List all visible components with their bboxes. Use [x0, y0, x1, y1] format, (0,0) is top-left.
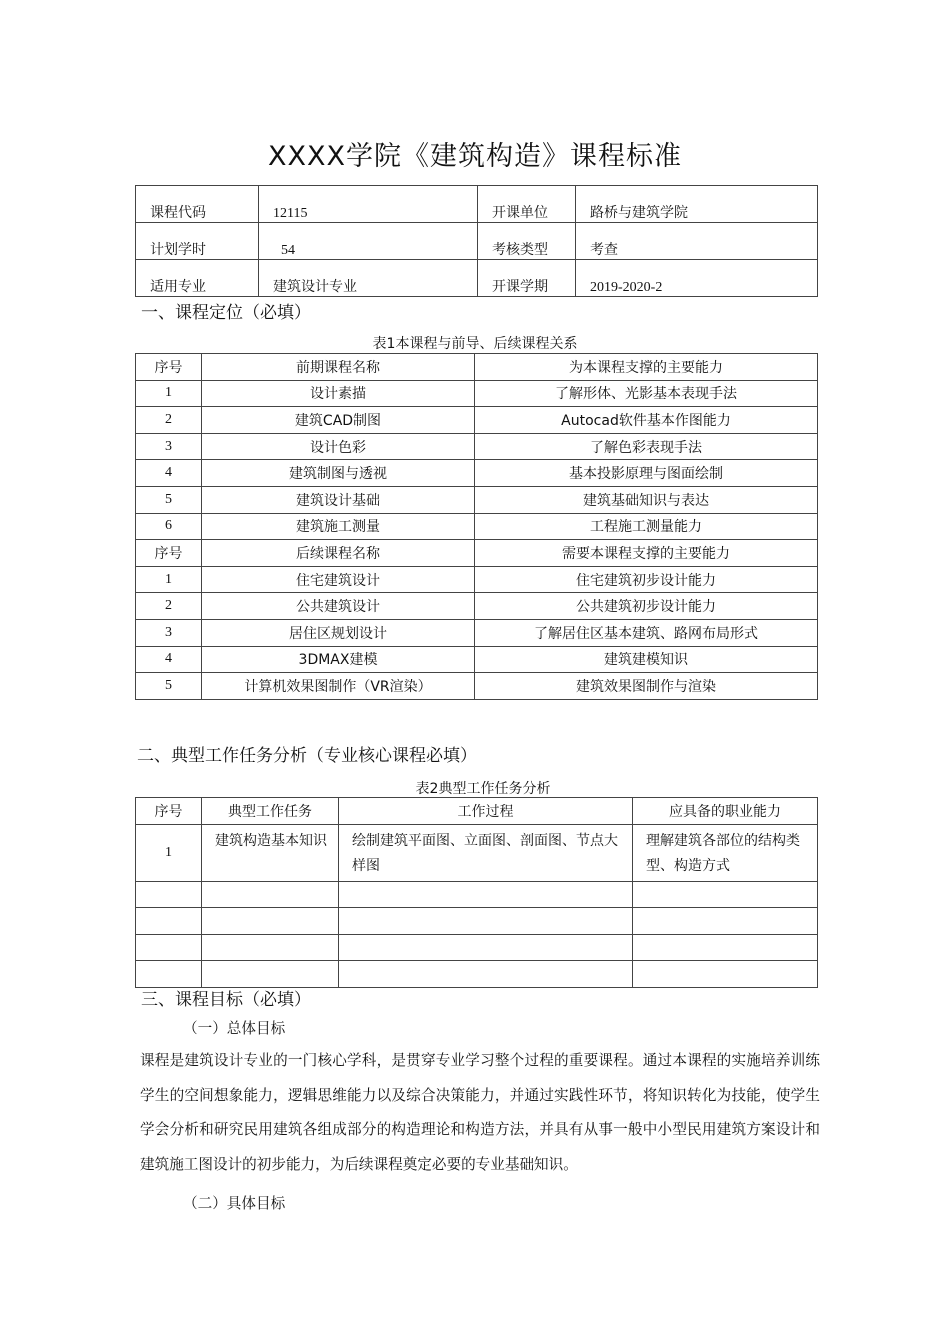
subsection-general-goal: （一）总体目标	[183, 1020, 286, 1037]
course-name: 住宅建筑设计	[202, 566, 475, 593]
ability: 了解形体、光影基本表现手法	[475, 380, 818, 407]
info-row	[136, 186, 818, 223]
info-value: 12115	[259, 186, 478, 223]
row-number: 6	[136, 513, 202, 540]
info-label: 考核类型	[478, 223, 576, 260]
ability: 工程施工测量能力	[475, 513, 818, 540]
course-relation-table	[135, 353, 818, 700]
info-row	[136, 223, 818, 260]
column-header: 前期课程名称	[202, 354, 475, 381]
table-row-empty	[136, 961, 818, 988]
course-name: 建筑施工测量	[202, 513, 475, 540]
info-label: 适用专业	[136, 260, 259, 297]
row-number: 1	[136, 380, 202, 407]
table1-caption: 表1本课程与前导、后续课程关系	[372, 336, 578, 352]
row-number: 3	[136, 619, 202, 646]
subsection-specific-goal: （二）具体目标	[183, 1195, 286, 1212]
course-name: 公共建筑设计	[202, 593, 475, 620]
info-value: 建筑设计专业	[259, 260, 478, 297]
ability: 了解色彩表现手法	[475, 433, 818, 460]
row-number: 2	[136, 407, 202, 434]
course-name: 建筑CAD制图	[202, 407, 475, 434]
course-name: 3DMAX建模	[202, 646, 475, 673]
table-row	[136, 460, 818, 487]
table-row	[136, 433, 818, 460]
course-info-table	[135, 185, 818, 297]
table-row	[136, 593, 818, 620]
course-name: 居住区规划设计	[202, 619, 475, 646]
info-value: 考查	[576, 223, 818, 260]
section1-heading: 一、课程定位（必填）	[141, 303, 311, 323]
row-number: 5	[136, 673, 202, 700]
table-row-empty	[136, 908, 818, 935]
course-name: 设计素描	[202, 380, 475, 407]
info-label: 开课学期	[478, 260, 576, 297]
row-number: 4	[136, 460, 202, 487]
column-header: 序号	[136, 540, 202, 567]
column-header: 需要本课程支撑的主要能力	[475, 540, 818, 567]
task-name: 建筑构造基本知识	[202, 824, 339, 881]
info-label: 开课单位	[478, 186, 576, 223]
course-name: 建筑设计基础	[202, 486, 475, 513]
ability: 建筑基础知识与表达	[475, 486, 818, 513]
goal-paragraph: 课程是建筑设计专业的一门核心学科，是贯穿专业学习整个过程的重要课程。通过本课程的实施培养训练学生的空间想象能力，逻辑思维能力以及综合决策能力，并通过实践性环节，将知识转化为技能，使学生学会分析和研究民用建筑各组成部分的构造理论和构造方法，并具有从事一般中小型民用建筑方案设计和建筑施工图设计的初步能力，为后续课程奠定必要的专业基础知识。	[140, 1052, 820, 1173]
section2-heading: 二、典型工作任务分析（专业核心课程必填）	[137, 746, 477, 766]
column-header: 序号	[136, 354, 202, 381]
course-name: 设计色彩	[202, 433, 475, 460]
column-header: 典型工作任务	[202, 798, 339, 825]
ability: 建筑建模知识	[475, 646, 818, 673]
info-label: 计划学时	[136, 223, 259, 260]
row-number: 3	[136, 433, 202, 460]
table-header-row	[136, 354, 818, 381]
table-row	[136, 513, 818, 540]
table2-caption: 表2典型工作任务分析	[415, 781, 551, 797]
ability: 建筑效果图制作与渲染	[475, 673, 818, 700]
table-row	[136, 486, 818, 513]
table-row	[136, 619, 818, 646]
ability: 公共建筑初步设计能力	[475, 593, 818, 620]
column-header: 序号	[136, 798, 202, 825]
column-header: 为本课程支撑的主要能力	[475, 354, 818, 381]
course-name: 计算机效果图制作（VR渲染）	[202, 673, 475, 700]
column-header: 应具备的职业能力	[633, 798, 818, 825]
work-task-table	[135, 797, 818, 988]
course-name: 建筑制图与透视	[202, 460, 475, 487]
table-row-empty	[136, 934, 818, 961]
section3-heading: 三、课程目标（必填）	[141, 990, 311, 1010]
column-header: 工作过程	[339, 798, 633, 825]
document-title: XXXX学院《建筑构造》课程标准	[268, 141, 682, 172]
table-row-empty	[136, 881, 818, 908]
table-row	[136, 673, 818, 700]
required-ability: 理解建筑各部位的结构类型、构造方式	[633, 824, 818, 881]
work-process: 绘制建筑平面图、立面图、剖面图、节点大样图	[339, 824, 633, 881]
ability: 住宅建筑初步设计能力	[475, 566, 818, 593]
row-number: 1	[136, 824, 202, 881]
ability: 基本投影原理与图面绘制	[475, 460, 818, 487]
table-row	[136, 566, 818, 593]
row-number: 1	[136, 566, 202, 593]
info-value: 2019-2020-2	[576, 260, 818, 297]
table-row	[136, 646, 818, 673]
column-header: 后续课程名称	[202, 540, 475, 567]
info-row	[136, 260, 818, 297]
table-row	[136, 407, 818, 434]
ability: Autocad软件基本作图能力	[475, 407, 818, 434]
ability: 了解居住区基本建筑、路网布局形式	[475, 619, 818, 646]
table-row	[136, 380, 818, 407]
info-label: 课程代码	[136, 186, 259, 223]
info-value: 路桥与建筑学院	[576, 186, 818, 223]
row-number: 5	[136, 486, 202, 513]
table-row	[136, 824, 818, 881]
row-number: 4	[136, 646, 202, 673]
info-value: 54	[259, 223, 478, 260]
row-number: 2	[136, 593, 202, 620]
table-header-row	[136, 540, 818, 567]
table-header-row	[136, 798, 818, 825]
